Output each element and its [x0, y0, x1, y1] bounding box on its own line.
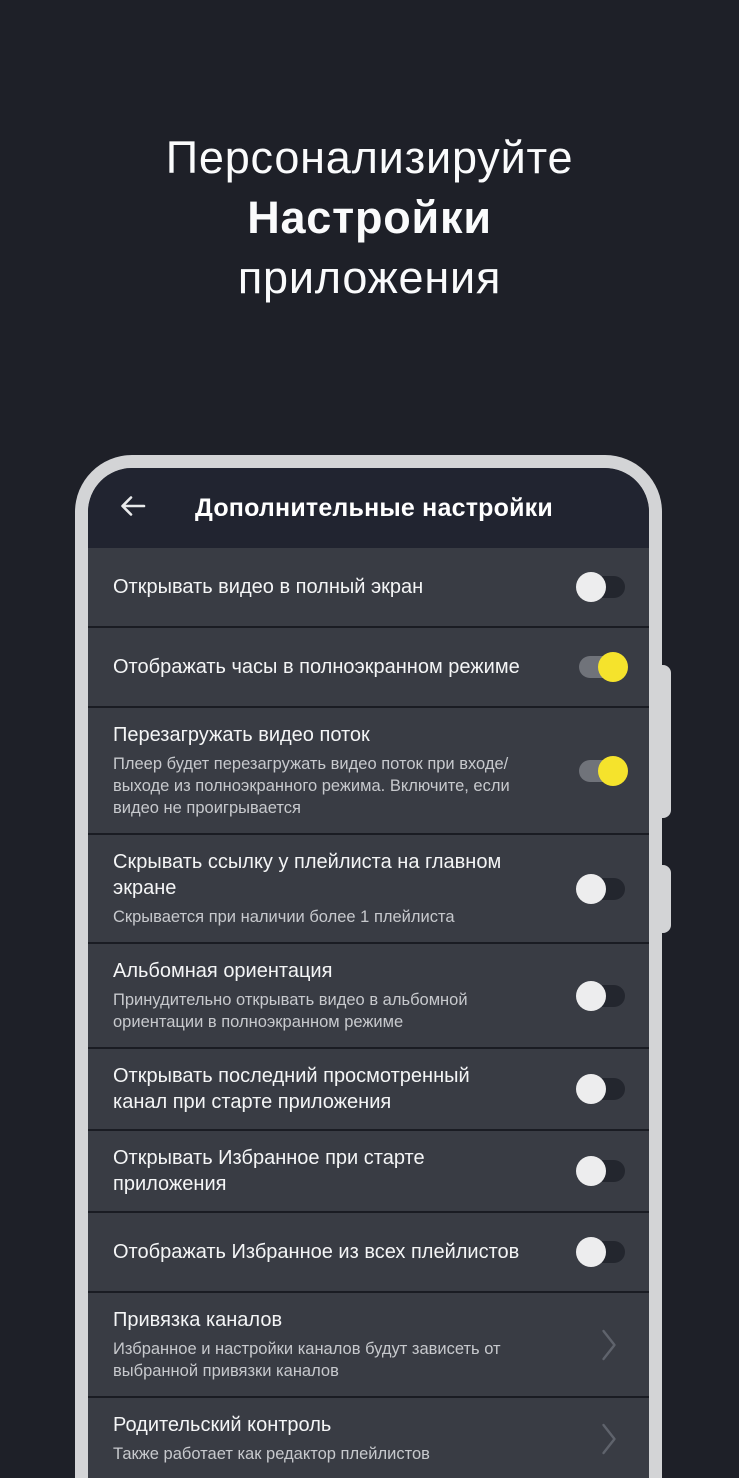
setting-title: Открывать Избранное при старте приложения [113, 1147, 425, 1195]
row-text [113, 654, 543, 680]
toggle-thumb [576, 1237, 606, 1267]
row-text [113, 1145, 543, 1197]
settings-row[interactable] [88, 1398, 649, 1478]
toggle-switch-on[interactable] [579, 656, 625, 678]
settings-list [88, 548, 649, 1478]
setting-title: Отображать часы в полноэкранном режиме [113, 656, 520, 678]
toggle-thumb [576, 1156, 606, 1186]
settings-row[interactable] [88, 835, 649, 944]
setting-subtitle: Избранное и настройки каналов будут зависеть от выбранной привязки каналов [113, 1340, 501, 1380]
toggle-switch-off[interactable] [579, 1160, 625, 1182]
chevron-right-icon [601, 1328, 617, 1362]
settings-row[interactable] [88, 1131, 649, 1213]
hero-line-1: Персонализируйте [165, 132, 574, 183]
setting-title: Привязка каналов [113, 1309, 283, 1331]
toggle-thumb [598, 652, 628, 682]
toggle-switch-off[interactable] [579, 878, 625, 900]
toggle-thumb [576, 981, 606, 1011]
toggle-thumb [598, 756, 628, 786]
settings-row[interactable] [88, 944, 649, 1049]
back-button[interactable] [118, 493, 148, 523]
toggle-switch-off[interactable] [579, 1078, 625, 1100]
setting-subtitle: Также работает как редактор плейлистов [113, 1445, 430, 1463]
setting-title: Родительский контроль [113, 1414, 332, 1436]
settings-row[interactable] [88, 708, 649, 835]
toggle-thumb [576, 572, 606, 602]
setting-title: Скрывать ссылку у плейлиста на главном экране [113, 851, 502, 899]
settings-row[interactable] [88, 628, 649, 708]
settings-row[interactable] [88, 1213, 649, 1293]
toggle-switch-off[interactable] [579, 985, 625, 1007]
settings-row[interactable] [88, 1049, 649, 1131]
row-text [113, 574, 543, 600]
setting-subtitle: Принудительно открывать видео в альбомной ориентации в полноэкранном режиме [113, 991, 468, 1031]
toggle-switch-off[interactable] [579, 576, 625, 598]
setting-subtitle: Скрывается при наличии более 1 плейлиста [113, 908, 455, 926]
row-text [113, 1239, 543, 1265]
settings-row[interactable] [88, 548, 649, 628]
setting-title: Перезагружать видео поток [113, 724, 370, 746]
toggle-thumb [576, 1074, 606, 1104]
setting-subtitle: Плеер будет перезагружать видео поток при входе/выходе из полноэкранного режима. Включите, если видео не проигрывается [113, 755, 510, 817]
row-text [113, 849, 543, 928]
toggle-thumb [576, 874, 606, 904]
hero-line-3: приложения [237, 252, 502, 303]
phone-screen [88, 468, 649, 1478]
setting-title: Отображать Избранное из всех плейлистов [113, 1241, 520, 1263]
settings-row[interactable] [88, 1293, 649, 1398]
back-arrow-icon [118, 491, 148, 526]
row-text [113, 1412, 543, 1465]
row-text [113, 722, 543, 819]
row-text [113, 1307, 543, 1382]
phone-mockup [75, 455, 662, 1478]
hero-heading [0, 128, 739, 308]
setting-title: Открывать последний просмотренный канал при старте приложения [113, 1065, 470, 1113]
setting-title: Открывать видео в полный экран [113, 576, 424, 598]
setting-title: Альбомная ориентация [113, 960, 333, 982]
row-text [113, 1063, 543, 1115]
toggle-switch-off[interactable] [579, 1241, 625, 1263]
chevron-right-icon [601, 1422, 617, 1456]
toggle-switch-on[interactable] [579, 760, 625, 782]
row-text [113, 958, 543, 1033]
hero-line-2: Настройки [247, 192, 492, 243]
app-header [88, 468, 649, 548]
page-title: Дополнительные настройки [195, 493, 553, 522]
